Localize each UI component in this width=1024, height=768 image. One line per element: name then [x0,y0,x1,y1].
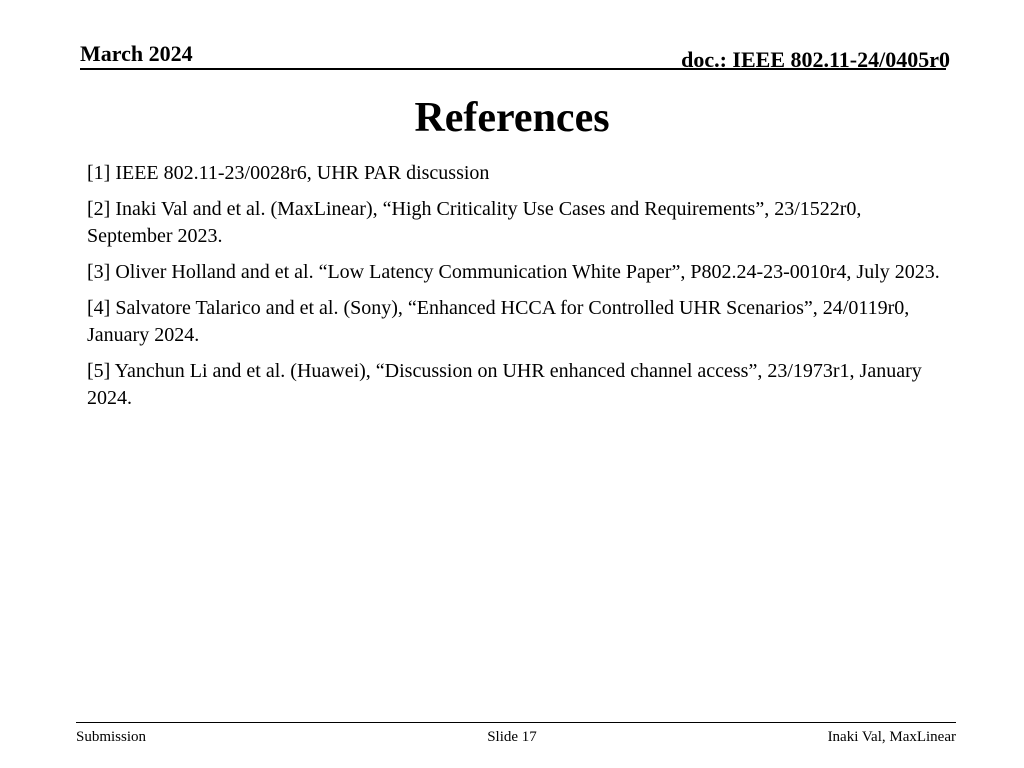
reference-item-2: [2] Inaki Val and et al. (MaxLinear), “High Criticality Use Cases and Requirements”, 23/1522r0, September 2023. [87,198,862,247]
reference-item-1: [1] IEEE 802.11-23/0028r6, UHR PAR discussion [87,162,490,184]
reference-item-4: [4] Salvatore Talarico and et al. (Sony), “Enhanced HCCA for Controlled UHR Scenarios”, 24/0119r0, January 2024. [87,297,910,346]
reference-item-3: [3] Oliver Holland and et al. “Low Latency Communication White Paper”, P802.24-23-0010r4, July 2023. [87,261,940,283]
footer-slide-number: Slide 17 [487,729,537,745]
header-date: March 2024 [80,41,193,66]
footer-author: Inaki Val, MaxLinear [827,729,956,745]
reference-item-5: [5] Yanchun Li and et al. (Huawei), “Discussion on UHR enhanced channel access”, 23/1973r1, January 2024. [87,360,922,409]
footer-divider [76,722,956,723]
header-divider [80,68,946,70]
reference-list [87,160,947,421]
slide-title: References [414,95,610,141]
footer-submission: Submission [76,729,147,745]
header-doc-id: doc.: IEEE 802.11-24/0405r0 [681,47,950,72]
